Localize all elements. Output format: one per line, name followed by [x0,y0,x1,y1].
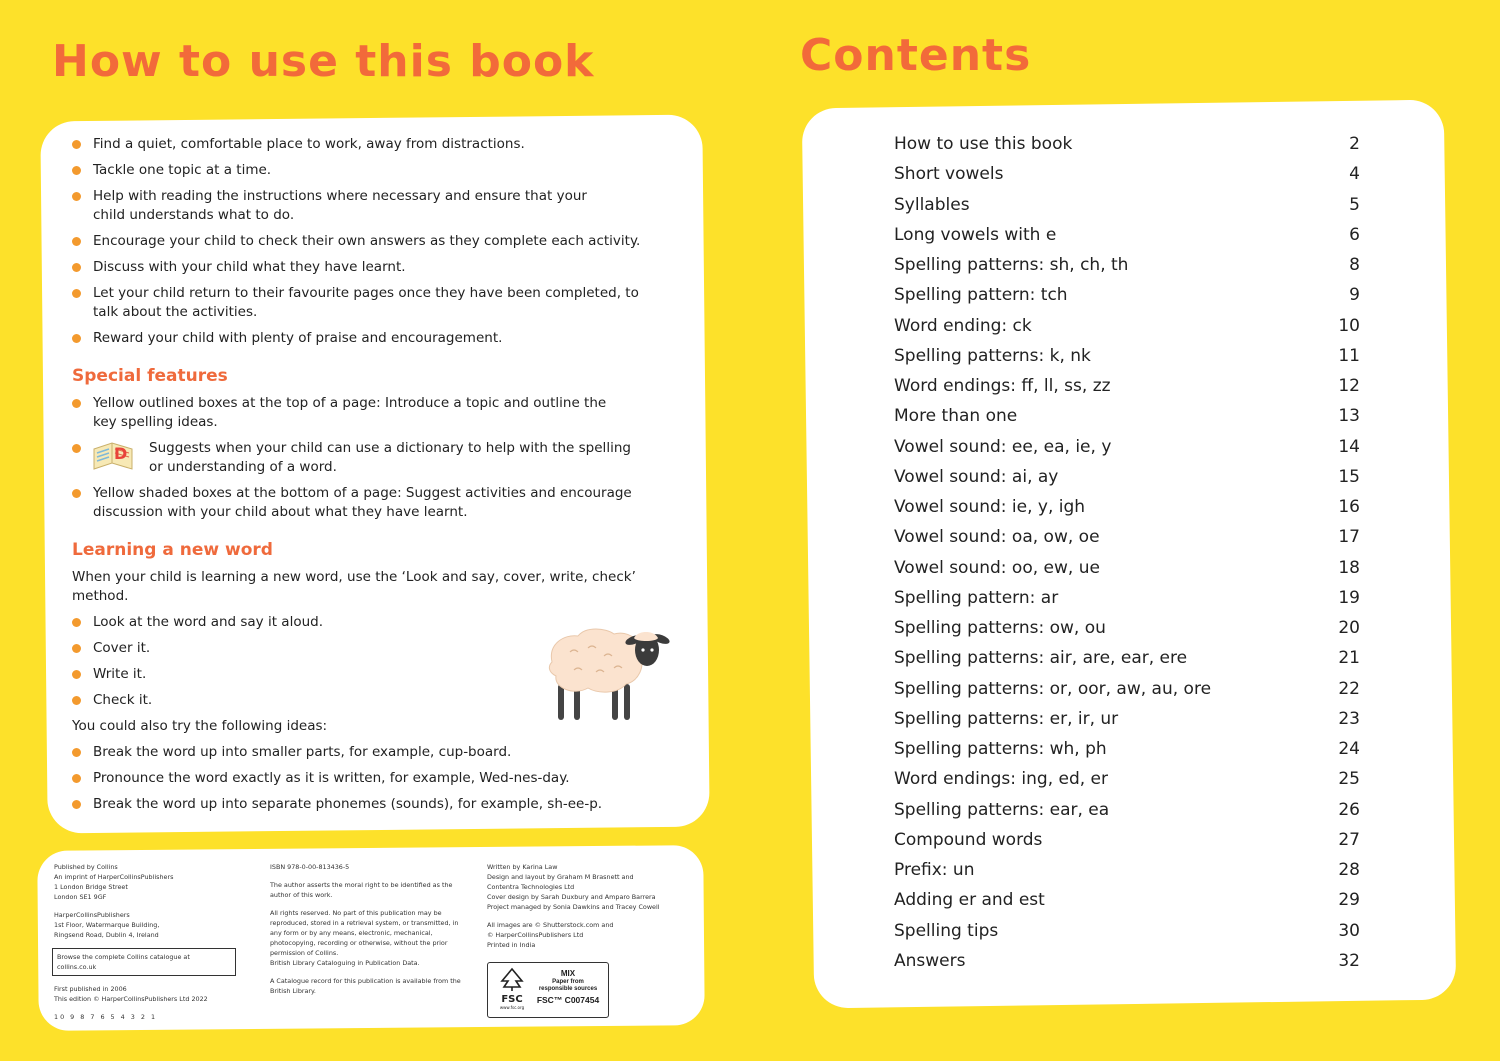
contents-label: Spelling patterns: ear, ea [894,799,1110,820]
learning-heading: Learning a new word [72,540,273,560]
special-features-heading: Special features [72,366,228,386]
contents-page-number: 16 [1338,497,1360,517]
contents-label: Word ending: ck [894,315,1032,336]
contents-label: Spelling patterns: or, oor, aw, au, ore [894,678,1212,699]
contents-row [894,406,1360,436]
contents-row [894,588,1360,618]
contents-page-number: 13 [1338,406,1360,427]
contents-label: Spelling pattern: ar [894,587,1059,608]
contents-label: Spelling patterns: wh, ph [894,739,1107,759]
contents-label: Word endings: ing, ed, er [894,769,1109,790]
contents-page-number: 5 [1349,194,1360,215]
contents-row [894,860,1360,890]
contents-label: Vowel sound: ai, ay [894,466,1059,487]
contents-label: Spelling tips [894,920,999,941]
contents-label: How to use this book [894,134,1073,154]
contents-row [894,195,1360,225]
contents-page-number: 26 [1338,799,1360,820]
intro-bullets [72,135,672,348]
learning-intro: When your child is learning a new word, use the ‘Look and say, cover, write, check’ method. [72,569,636,604]
contents-label: More than one [894,406,1018,427]
contents-label: Word endings: ff, ll, ss, zz [894,376,1111,396]
svg-text:D: D [114,444,128,463]
contents-label: Prefix: un [894,860,975,880]
contents-page-number: 11 [1338,345,1360,366]
contents-page-number: 22 [1338,678,1360,699]
contents-label: Spelling patterns: er, ir, ur [894,708,1119,729]
contents-row [894,497,1360,527]
contents-label: Syllables [894,194,970,215]
contents-page-number: 9 [1349,285,1360,306]
contents-row [894,618,1360,648]
list-item: D Suggests when your child can use a dictionary to help with the spelling or understanding of a word. [72,439,672,477]
contents-page-number: 25 [1338,769,1360,790]
list-item: Break the word up into separate phonemes (sounds), for example, sh-ee-p. [72,795,672,814]
contents-page-number: 27 [1338,829,1360,850]
contents-label: Compound words [894,829,1043,850]
contents-label: Adding er and est [894,890,1045,911]
list-item: Check it. [72,691,672,710]
sheep-illustration [544,622,672,726]
contents-row [894,285,1360,315]
imprint-col-2: ISBN 978-0-00-813436-5 The author asserts the moral right to be identified as the author of this work. All rights reserved. No part of this publication may be reproduced, stored in a retrieval system, or transmitted, in any form or by any means, electronic, mechanical, photocopying, recording or otherwise, without the prior permission of Collins. British Library Cataloguing in Publication Data. A Catalogue record for this publication is available from the British Library. [270,862,470,1004]
contents-page-number: 4 [1349,164,1360,185]
contents-page-number: 19 [1338,587,1360,608]
contents-label: Vowel sound: oa, ow, oe [894,527,1100,548]
fsc-mix: MIX [560,969,576,978]
contents-page-number: 30 [1338,920,1360,941]
list-item: Cover it. [72,639,672,658]
list-item: Let your child return to their favourite pages once they have been completed, to talk about the activities. [72,284,672,322]
ideas-intro: You could also try the following ideas: [72,718,328,734]
contents-label: Answers [894,950,966,971]
contents-row [894,800,1360,830]
contents-page-number: 18 [1338,557,1360,578]
contents-row [894,558,1360,588]
how-to-use-title: How to use this book [52,36,595,87]
contents-row [894,376,1360,406]
contents-page-number: 29 [1338,890,1360,911]
contents-page-number: 15 [1338,466,1360,487]
list-item: Look at the word and say it aloud. [72,613,672,632]
fsc-badge: FSC www.fsc.org MIX Paper from responsible sources FSC™ C007454 [487,962,609,1018]
contents-row [894,648,1360,678]
list-item: Yellow outlined boxes at the top of a page: Introduce a topic and outline the key spelling ideas. [72,394,672,432]
isbn: ISBN 978-0-00-813436-5 [270,863,350,871]
contents-row [894,437,1360,467]
fsc-logo: FSC www.fsc.org [494,967,530,1010]
contents-label: Spelling patterns: k, nk [894,345,1091,366]
contents-page-number: 20 [1338,618,1360,638]
contents-label: Spelling patterns: sh, ch, th [894,255,1129,275]
contents-page-number: 2 [1349,134,1360,154]
dictionary-icon [92,437,136,473]
fsc-code: FSC™ C007454 [536,995,600,1005]
contents-page-number: 8 [1349,255,1360,275]
list-item: Reward your child with plenty of praise and encouragement. [72,329,672,348]
list-item: Write it. [72,665,672,684]
contents-row [894,679,1360,709]
contents-row [894,527,1360,557]
contents-page-number: 12 [1338,376,1360,396]
contents-label: Vowel sound: ee, ea, ie, y [894,436,1112,457]
contents-row [894,467,1360,497]
contents-row [894,769,1360,799]
contents-row [894,346,1360,376]
contents-label: Vowel sound: oo, ew, ue [894,557,1100,578]
list-item: Find a quiet, comfortable place to work, away from distractions. [72,135,672,154]
special-features-list [72,394,672,522]
contents-row [894,739,1360,769]
contents-row [894,134,1360,164]
contents-label: Spelling patterns: ow, ou [894,618,1106,638]
list-item: Encourage your child to check their own answers as they complete each activity. [72,232,672,251]
list-item: Tackle one topic at a time. [72,161,672,180]
ideas-list [72,743,672,814]
catalogue-box: Browse the complete Collins catalogue at collins.co.uk [52,948,236,976]
list-item: Help with reading the instructions where necessary and ensure that your child understands what to do. [72,187,672,225]
contents-page-number: 14 [1338,436,1360,457]
contents-label: Spelling pattern: tch [894,285,1068,306]
list-item: Yellow shaded boxes at the bottom of a page: Suggest activities and encourage discussion with your child about what they have learnt. [72,484,672,522]
list-item: Pronounce the word exactly as it is written, for example, Wed-nes-day. [72,769,672,788]
contents-page-number: 17 [1338,527,1360,548]
contents-page-number: 24 [1338,739,1360,759]
contents-page-number: 23 [1338,708,1360,729]
contents-page-number: 10 [1338,315,1360,336]
contents-row [894,830,1360,860]
contents-row [894,225,1360,255]
print-line: 10 9 8 7 6 5 4 3 2 1 [54,1013,158,1021]
contents-label: Spelling patterns: air, are, ear, ere [894,648,1188,669]
contents-row [894,709,1360,739]
contents-label: Short vowels [894,164,1004,185]
contents-row [894,316,1360,346]
contents-page-number: 32 [1338,950,1360,971]
contents-title: Contents [800,30,1032,81]
list-item: Break the word up into smaller parts, for example, cup-board. [72,743,672,762]
contents-row [894,890,1360,920]
contents-row [894,921,1360,951]
contents-label: Long vowels with e [894,224,1057,245]
imprint-col-1: Published by Collins An imprint of HarperCollinsPublishers 1 London Bridge Street London SE1 9GF HarperCollinsPublishers 1st Floor, Watermarque Building, Ringsend Road, Dublin 4, Ireland Browse the complete Collins catalogue at collins.co.uk First published in 2006 This edition © HarperCollinsPublishers Ltd 2022 10 9 8 7 6 5 4 3 2 1 [54,862,244,1030]
contents-page-number: 21 [1338,648,1360,669]
contents-label: Vowel sound: ie, y, igh [894,497,1086,517]
contents-page-number: 28 [1338,860,1360,880]
contents-row [894,951,1360,981]
contents-row [894,164,1360,194]
contents-row [894,255,1360,285]
imprint-col-3: Written by Karina Law Design and layout by Graham M Brasnett and Contentra Technologies Ltd Cover design by Sarah Duxbury and Amparo Barrera Project managed by Sonia Dawkins and Tracey Cowell All images are © Shutterstock.com and © HarperCollinsPublishers Ltd Printed in India [487,863,660,949]
list-item: Discuss with your child what they have learnt. [72,258,672,277]
contents-page-number: 6 [1349,224,1360,245]
